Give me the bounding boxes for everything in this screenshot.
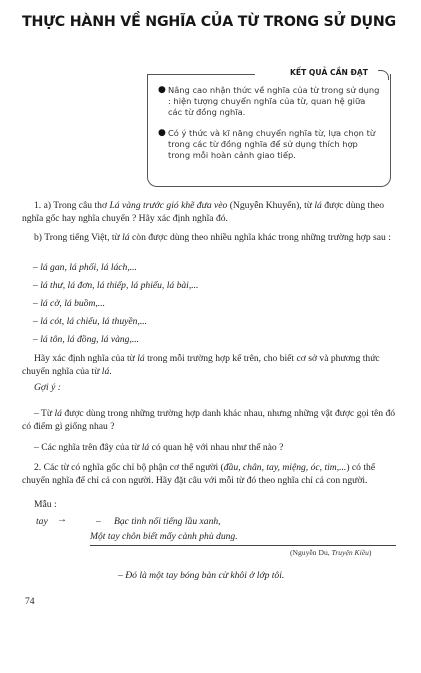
keyword: lá [314, 200, 322, 211]
list-item: – lá cờ, lá buồm,... [33, 298, 106, 309]
mau-dash: – [96, 516, 101, 527]
keyword: lá [54, 408, 62, 419]
question-1b [22, 231, 400, 244]
hint-1 [22, 407, 400, 433]
page-title: THỰC HÀNH VỀ NGHĨA CỦA TỪ TRONG SỬ DỤNG [22, 14, 396, 30]
poem-quote: Lá vàng trước gió khẽ đưa vèo [109, 200, 228, 211]
text: Hãy xác định nghĩa của từ [34, 353, 138, 364]
text: – Các nghĩa trên đây của từ [34, 442, 142, 453]
citation-end: ) [368, 548, 372, 557]
question-1a [22, 199, 400, 225]
page-number: 74 [25, 596, 35, 607]
mau-word: tay [36, 516, 48, 527]
citation-work: Truyện Kiều [331, 548, 369, 557]
citation-rule [90, 545, 396, 546]
hint-2 [22, 441, 400, 454]
citation [290, 548, 371, 557]
text: còn được dùng theo nhiều nghĩa khác trong những trường hợp sau : [129, 232, 391, 243]
text: trong mỗi trường hợp kể trên, cho biết cơ sở và phương thức chuyển nghĩa của từ [22, 353, 380, 378]
goi-y-text: Gợi ý : [34, 382, 61, 393]
list-item: – lá cót, lá chiếu, lá thuyền,... [33, 316, 148, 327]
text: 2. Các từ có nghĩa gốc chỉ bộ phận cơ thể người ( [34, 462, 224, 473]
keyword: lá [137, 353, 145, 364]
bullet-icon: ● [158, 128, 166, 138]
ket-qua-item [158, 85, 380, 119]
text: b) Trong tiếng Việt, từ [34, 232, 123, 243]
arrow-right-icon: → [57, 514, 67, 525]
keyword: lá [101, 366, 110, 378]
keyword: lá [122, 232, 130, 243]
ket-qua-label: KẾT QUẢ CẦN ĐẠT [290, 68, 368, 77]
bullet-icon: ● [158, 85, 166, 95]
verse-line-1: Bạc tình nổi tiếng lầu xanh, [114, 516, 221, 527]
citation-author: (Nguyễn Du, [290, 548, 332, 557]
text: . [109, 366, 112, 378]
ket-qua-item [158, 128, 380, 162]
text: ) có thể chuyển nghĩa để chỉ cả con người. Hãy đặt câu với mỗi từ đó theo nghĩa chỉ cả con người. [22, 462, 376, 487]
task-paragraph [22, 352, 400, 378]
ket-qua-item-text: Nâng cao nhận thức về nghĩa của từ trong sử dụng : hiện tượng chuyển nghĩa của từ, quan hệ giữa các từ đồng nghĩa. [168, 85, 380, 118]
question-2 [22, 461, 400, 487]
text: được dùng theo nghĩa gốc hay nghĩa chuyển ? Hãy xác định nghĩa đó. [22, 200, 385, 225]
mau-label: Mẫu : [34, 499, 57, 510]
text: được dùng trong những trường hợp danh khác nhau, nhưng những vật được gọi tên đó có điểm gì giống nhau ? [22, 408, 396, 433]
goi-y-label [34, 381, 234, 394]
keyword-list: đầu, chân, tay, miệng, óc, tim,... [223, 462, 347, 473]
text: (Nguyễn Khuyến), từ [227, 200, 315, 211]
text: 1. a) Trong câu thơ [34, 200, 110, 211]
mau-example-sentence: – Đó là một tay bóng bàn cừ khôi ở lớp tôi. [118, 570, 285, 581]
list-item: – lá tôn, lá đồng, lá vàng,... [33, 334, 140, 345]
verse-line-2: Một tay chôn biết mấy cành phù dung. [90, 531, 238, 542]
ket-qua-item-text: Có ý thức và kĩ năng chuyển nghĩa từ, lựa chọn từ trong các từ đồng nghĩa để sử dụng thích hợp trong mỗi hoàn cảnh giao tiếp. [168, 128, 376, 161]
text: có quan hệ với nhau như thế nào ? [149, 442, 284, 453]
text: – Từ [34, 408, 55, 419]
list-item: – lá thư, lá đơn, lá thiếp, lá phiếu, lá bài,... [33, 280, 199, 291]
list-item: – lá gan, lá phổi, lá lách,... [33, 262, 137, 273]
keyword: lá [141, 442, 150, 453]
